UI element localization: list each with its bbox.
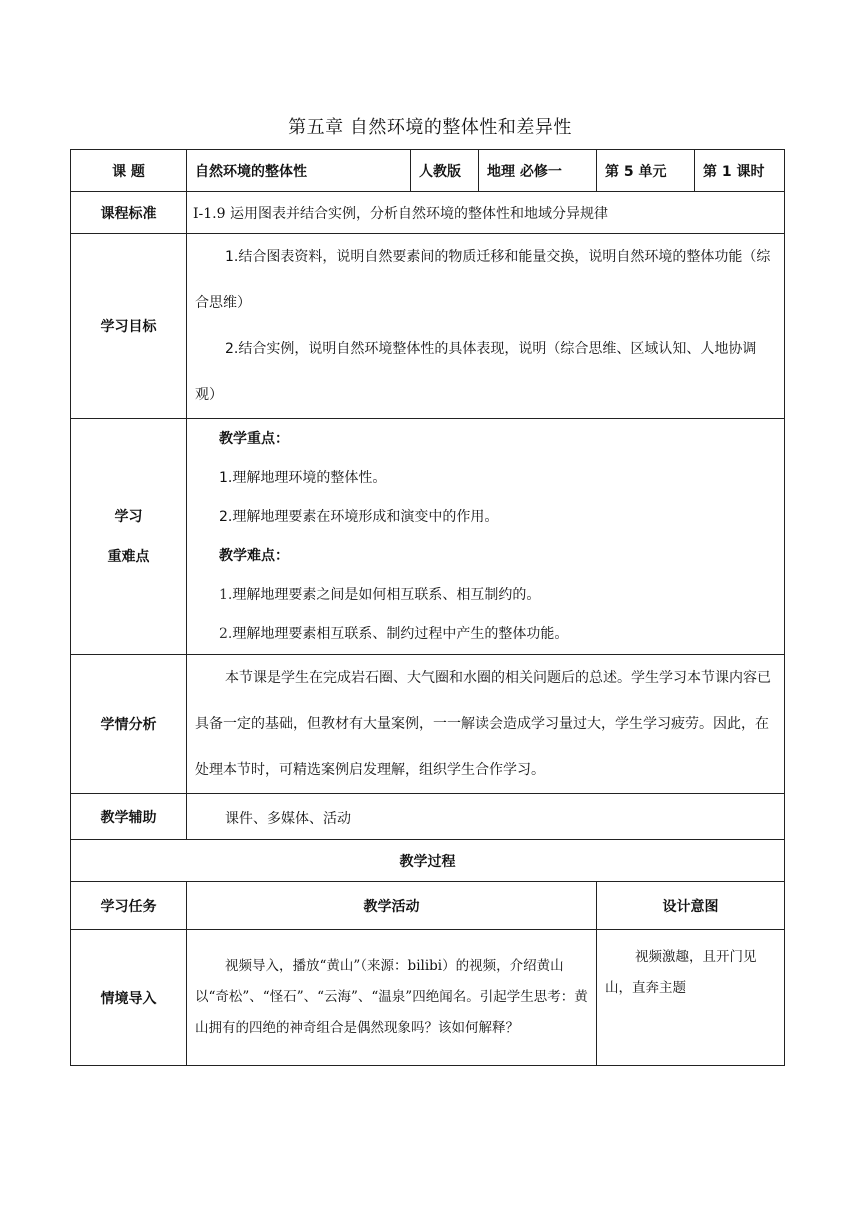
analysis-row [71,655,785,794]
analysis-cell [187,655,785,794]
keys-cell [187,419,785,655]
focus-item-1: 1.理解地理环境的整体性。 [219,469,387,486]
activity-text: 视频导入，播放“黄山”（来源：bilibi）的视频，介绍黄山以“奇松”、“怪石”、“云海”、“温泉”四绝闻名。引起学生思考：黄山拥有的四绝的神奇组合是偶然现象吗？该如何解释？ [195,958,588,1036]
period-number: 第 1 课时 [695,150,785,192]
difficulty-item-2-text: 理解地理要素相互联系、制约过程中产生的整体功能。 [232,625,569,642]
difficulty-item-1-number: 1. [219,586,233,603]
col-intent-header: 设计意图 [597,882,785,930]
difficulty-heading: 教学难点： [219,547,289,564]
page-title: 第五章 自然环境的整体性和差异性 [288,117,572,138]
keys-label-line2: 重难点 [107,548,150,565]
focus-item-2: 2.理解地理要素在环境形成和演变中的作用。 [219,508,499,525]
goals-cell [187,234,785,419]
edition: 人教版 [411,150,479,192]
goals-row [71,234,785,419]
lesson-name: 自然环境的整体性 [187,150,411,192]
standard-label: 课程标准 [71,192,187,234]
course-name: 地理 必修一 [479,150,597,192]
analysis-text: 本节课是学生在完成岩石圈、大气圈和水圈的相关问题后的总述。学生学习本节课内容已具备一定的基础，但教材有大量案例，一一解读会造成学习量过大，学生学习疲劳。因此，在处理本节时，可精选案例启发理解，组织学生合作学习。 [195,670,771,778]
standard-row [71,192,785,234]
goals-label: 学习目标 [71,234,187,419]
process-title-row [71,840,785,882]
difficulty-item-2 [187,615,784,654]
aids-row [71,794,785,840]
lesson-plan-table [70,149,785,1066]
process-header-row [71,882,785,930]
standard-text: Ⅰ-1.9 运用图表并结合实例，分析自然环境的整体性和地域分异规律 [187,192,785,234]
aids-text: 课件、多媒体、活动 [187,794,785,840]
aids-label: 教学辅助 [71,794,187,840]
process-title: 教学过程 [71,840,785,882]
keys-label-line1: 学习 [114,508,143,525]
goal-1: 1.结合图表资料，说明自然要素间的物质迁移和能量交换，说明自然环境的整体功能（综合思维） [195,249,771,311]
difficulty-item-2-number: 2. [219,625,233,642]
goal-2: 2.结合实例，说明自然环境整体性的具体表现，说明（综合思维、区域认知、人地协调观） [195,341,757,403]
col-activity-header: 教学活动 [187,882,597,930]
col-task-header: 学习任务 [71,882,187,930]
process-row [71,930,785,1066]
intent-text: 视频激趣，且开门见山，直奔主题 [605,949,757,996]
keys-label [71,419,187,655]
task-cell: 情境导入 [71,930,187,1066]
focus-heading: 教学重点： [219,430,289,447]
topic-label: 课 题 [71,150,187,192]
activity-cell [187,930,597,1066]
intent-cell [597,930,785,1066]
unit-number: 第 5 单元 [597,150,695,192]
keys-row [71,419,785,655]
difficulty-item-1 [187,576,784,615]
difficulty-item-1-text: 理解地理要素之间是如何相互联系、相互制约的。 [232,586,541,603]
header-row [71,150,785,192]
analysis-label: 学情分析 [71,655,187,794]
